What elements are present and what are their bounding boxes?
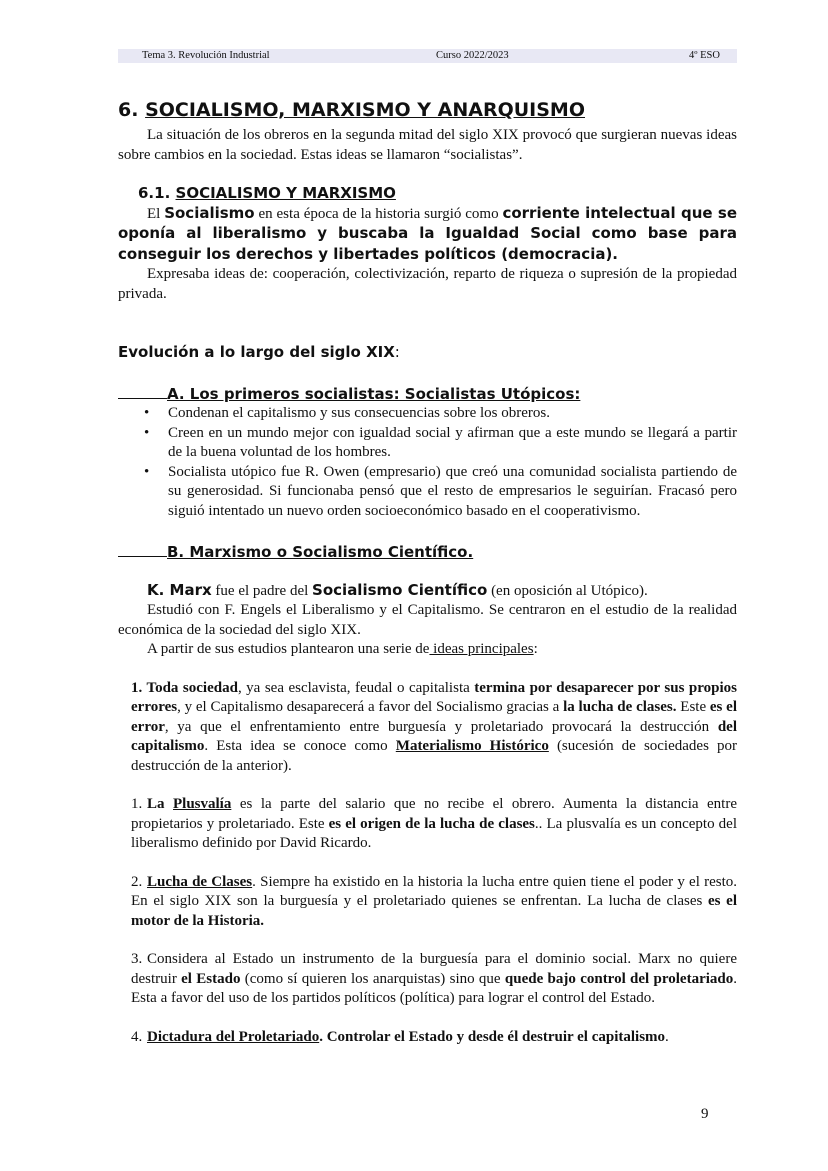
marxism-heading: B. Marxismo o Socialismo Científico. — [118, 541, 737, 563]
header-level: 4º ESO — [689, 50, 720, 61]
engels-paragraph: Estudió con F. Engels el Liberalismo y el Capitalismo. Se centraron en el estudio de la realidad económica de la sociedad del siglo XIX. — [118, 602, 737, 638]
list-item: • Socialista utópico fue R. Owen (empresario) que creó una comunidad socialista partiendo de su generosidad. Si funcionaba pensó que el resto de empresarios le seguirían. Fracasó pero siguió intentado un nuevo orden socioeconómico basado en el cooperativismo. — [118, 463, 737, 522]
header-topic: Tema 3. Revolución Industrial — [142, 50, 270, 61]
list-item: • Creen en un mundo mejor con igualdad social y afirman que a este mundo se llegará a partir de la buena voluntad de los hombres. — [118, 424, 737, 463]
idea-plusvalia: 1. La Plusvalía es la parte del salario que no recibe el obrero. Aumenta la distancia entre propietarios y proletariado. Este es el origen de la lucha de clases.. La plusvalía es un concepto del liberalismo definido por David Ricardo. — [131, 796, 738, 851]
subsection-number: 6.1. — [138, 184, 171, 202]
evolution-heading: Evolución a lo largo del siglo XIX: — [118, 343, 400, 361]
idea-historical-materialism: 1. Toda sociedad, ya sea esclavista, feudal o capitalista termina por desaparecer por sus propios errores, y el Capitalismo desaparecerá a favor del Socialismo gracias a la lucha de clases. Este es el error, ya que el enfrentamiento entre burguesía y proletariado provocará la destrucción del capitalismo. Esta idea se conoce como Materialismo Histórico (sucesión de sociedades por destrucción de la anterior). — [131, 679, 738, 774]
idea-state: 3. Considera al Estado un instrumento de la burguesía para el dominio social. Marx no quiere destruir el Estado (como sí quieren los anarquistas) sino que quede bajo control del proletariado. Esta a favor del uso de los partidos políticos (política) para lograr el control del Estado. — [131, 951, 737, 1006]
section-intro: La situación de los obreros en la segunda mitad del siglo XIX provocó que surgieran nuevas ideas sobre cambios en la sociedad. Estas ideas se llamaron “socialistas”. — [118, 127, 737, 163]
ideas-intro: A partir de sus estudios plantearon una serie de ideas principales: — [147, 641, 538, 657]
socialism-definition: El Socialismo en esta época de la historia surgió como corriente intelectual que se oponía al liberalismo y buscaba la Igualdad Social como base para conseguir los derechos y libertades políticos (democracia). — [118, 203, 737, 263]
section-number: 6. — [118, 99, 139, 121]
header-course: Curso 2022/2023 — [436, 50, 509, 61]
utopian-heading: A. Los primeros socialistas: Socialistas Utópicos: — [118, 383, 737, 405]
marx-paragraph: K. Marx fue el padre del Socialismo Científico (en oposición al Utópico). — [147, 580, 648, 599]
section-title: SOCIALISMO, MARXISMO Y ANARQUISMO — [145, 99, 585, 121]
running-header — [118, 49, 737, 63]
list-item: • Condenan el capitalismo y sus consecuencias sobre los obreros. — [118, 404, 737, 424]
page-number: 9 — [701, 1106, 709, 1122]
page-body — [118, 98, 737, 1047]
subsection-heading — [118, 184, 737, 204]
subsection-title: SOCIALISMO Y MARXISMO — [175, 184, 396, 202]
idea-class-struggle: 2. Lucha de Clases. Siempre ha existido en la historia la lucha entre quien tiene el poder y el resto. En el siglo XIX son la burguesía y el proletariado quienes se enfrentan. La lucha de clases es el motor de la Historia. — [131, 873, 737, 929]
section-heading — [118, 98, 737, 122]
socialism-ideas: Expresaba ideas de: cooperación, colectivización, reparto de riqueza o supresión de la propiedad privada. — [118, 266, 737, 302]
idea-dictatorship: 4. Dictadura del Proletariado. Controlar el Estado y desde él destruir el capitalismo. — [131, 1028, 669, 1045]
utopian-list — [118, 404, 737, 521]
